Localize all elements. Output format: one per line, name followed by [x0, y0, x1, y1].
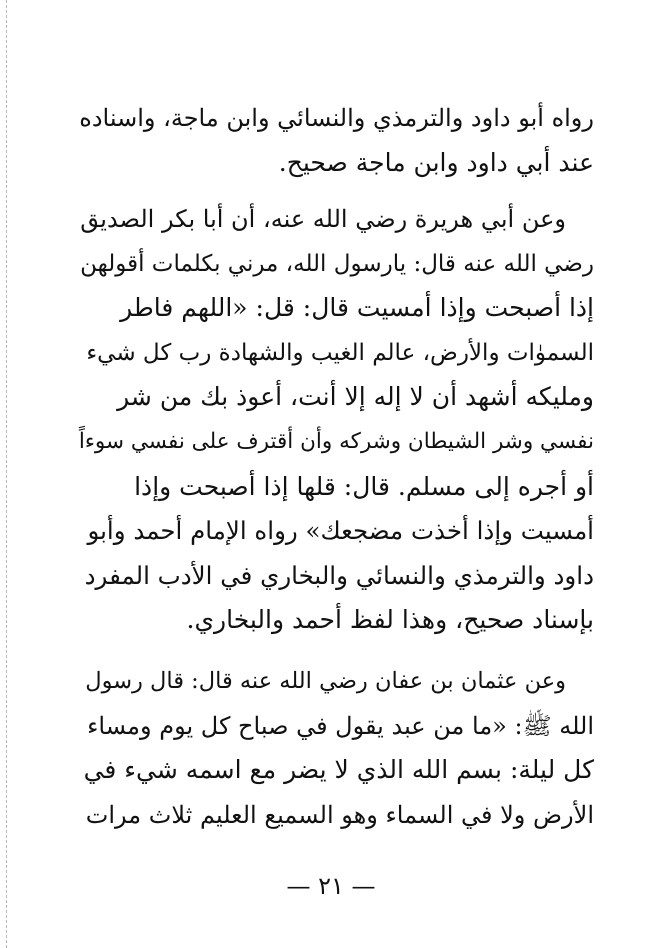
text-line: نفسي وشر الشيطان وشركه وأن أقترف على نفسي سوءاً [78, 428, 594, 454]
text-line: ومليكه أشهد أن لا إله إلا أنت، أعوذ بك من شر [117, 382, 594, 412]
paragraph-1 [78, 96, 594, 185]
text-line: وعن عثمان بن عفان رضي الله عنه قال: قال رسول [85, 668, 566, 694]
text-line: إذا أصبحت وإذا أمسيت قال: قل: «اللهم فاطر [120, 293, 594, 323]
text-line: رواه أبو داود والترمذي والنسائي وابن ماجة، واسناده [79, 104, 594, 132]
text-line: بإسناد صحيح، وهذا لفظ أحمد والبخاري. [186, 605, 594, 635]
scan-edge-line [6, 0, 7, 948]
text-line: داود والترمذي والنسائي والبخاري في الأدب المفرد [84, 560, 594, 590]
paragraph-2 [78, 197, 594, 643]
text-line: كل ليلة: بسم الله الذي لا يضر مع اسمه شيء في [83, 755, 594, 785]
text-line: وعن أبي هريرة رضي الله عنه، أن أبا بكر الصديق [80, 205, 566, 233]
text-line: أو أجره إلى مسلم. قال: قلها إذا أصبحت وإذا [134, 471, 594, 501]
text-line: رضي الله عنه قال: يارسول الله، مرني بكلمات أقولهن [80, 250, 594, 277]
text-line: الله ﷺ: «ما من عبد يقول في صباح كل يوم ومساء [87, 711, 594, 740]
text-line: عند أبي داود وابن ماجة صحيح. [278, 147, 594, 177]
page-number: — ٢١ — [286, 872, 376, 900]
text-line: الأرض ولا في السماء وهو السميع العليم ثلاث مرات [85, 800, 594, 829]
text-line: أمسيت وإذا أخذت مضجعك» رواه الإمام أحمد وأبو [87, 516, 594, 546]
paragraph-3 [78, 659, 594, 837]
text-line: السموٰات والأرض، عالم الغيب والشهادة رب كل شيء [86, 339, 594, 366]
